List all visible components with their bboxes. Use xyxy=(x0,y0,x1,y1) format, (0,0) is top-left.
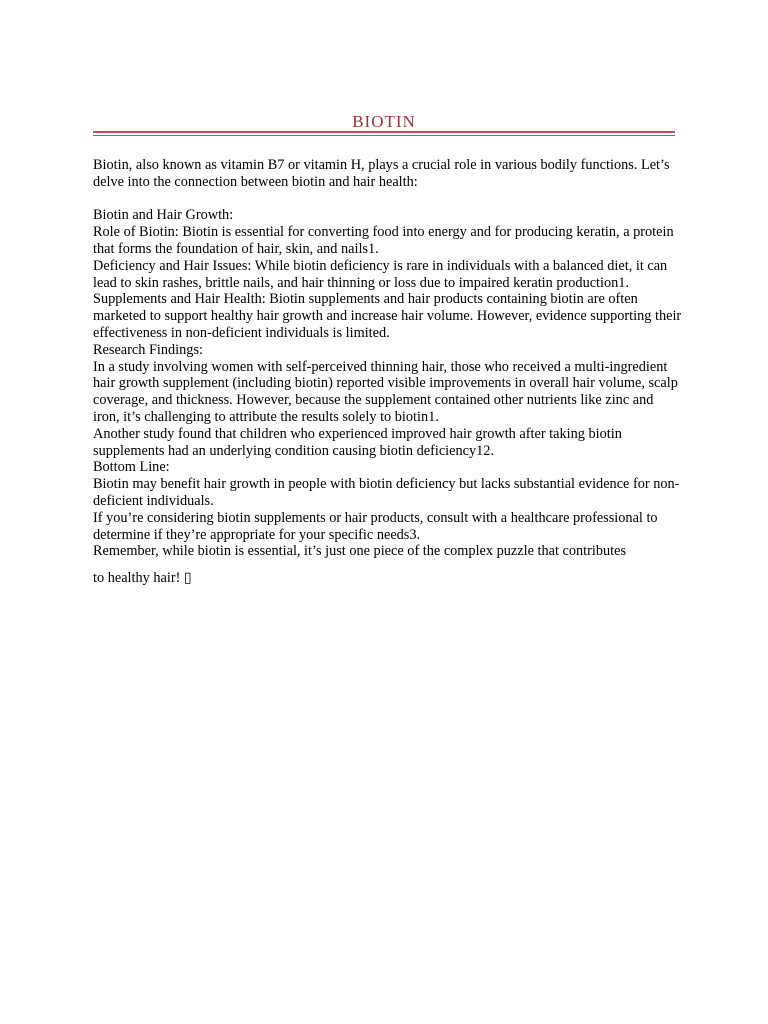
section-heading-hair-growth: Biotin and Hair Growth: xyxy=(93,207,234,224)
intro-paragraph: Biotin, also known as vitamin B7 or vitamin H, plays a crucial role in various bodily functions. Let’s delve into the connection between biotin and hair health: xyxy=(93,157,670,190)
paragraph-benefit: Biotin may benefit hair growth in people with biotin deficiency but lacks substantial evidence for non-deficient individuals. xyxy=(93,476,680,509)
paragraph-study-children: Another study found that children who experienced improved hair growth after taking biotin supplements had an underlying condition causing biotin deficiency12. xyxy=(93,425,622,459)
title-underline-thin xyxy=(93,135,675,136)
paragraph-deficiency: Deficiency and Hair Issues: While biotin deficiency is rare in individuals with a balanced diet, it can lead to skin rashes, brittle nails, and hair thinning or loss due to impaired keratin production1. xyxy=(93,257,668,291)
paragraph-final-line: to healthy hair! ▯ xyxy=(93,570,192,587)
paragraph-supplements: Supplements and Hair Health: Biotin supplements and hair products containing biotin are often marketed to support healthy hair growth and increase hair volume. However, evidence supporting their effectiveness in non-deficient individuals is limited. xyxy=(93,291,682,341)
paragraph-study-women: In a study involving women with self-perceived thinning hair, those who received a multi-ingredient hair growth supplement (including biotin) reported visible improvements in overall hair volume, scalp coverage, and thickness. However, because the supplement contained other nutrients like zinc and iron, it’s challenging to attribute the results solely to biotin1. xyxy=(93,358,678,425)
title-underline-thick xyxy=(93,131,675,133)
page-title: BIOTIN xyxy=(352,112,416,131)
paragraph-remember: Remember, while biotin is essential, it’s just one piece of the complex puzzle that contributes xyxy=(93,543,627,560)
section-heading-bottom-line: Bottom Line: xyxy=(93,459,170,476)
paragraph-spacer xyxy=(93,191,683,208)
section-heading-research: Research Findings: xyxy=(93,341,203,358)
paragraph-consult: If you’re considering biotin supplements or hair products, consult with a healthcare professional to determine if they’re appropriate for your specific needs3. xyxy=(93,509,658,543)
paragraph-role-of-biotin: Role of Biotin: Biotin is essential for converting food into energy and for producing keratin, a protein that forms the foundation of hair, skin, and nails1. xyxy=(93,224,674,257)
document-body xyxy=(93,157,683,587)
